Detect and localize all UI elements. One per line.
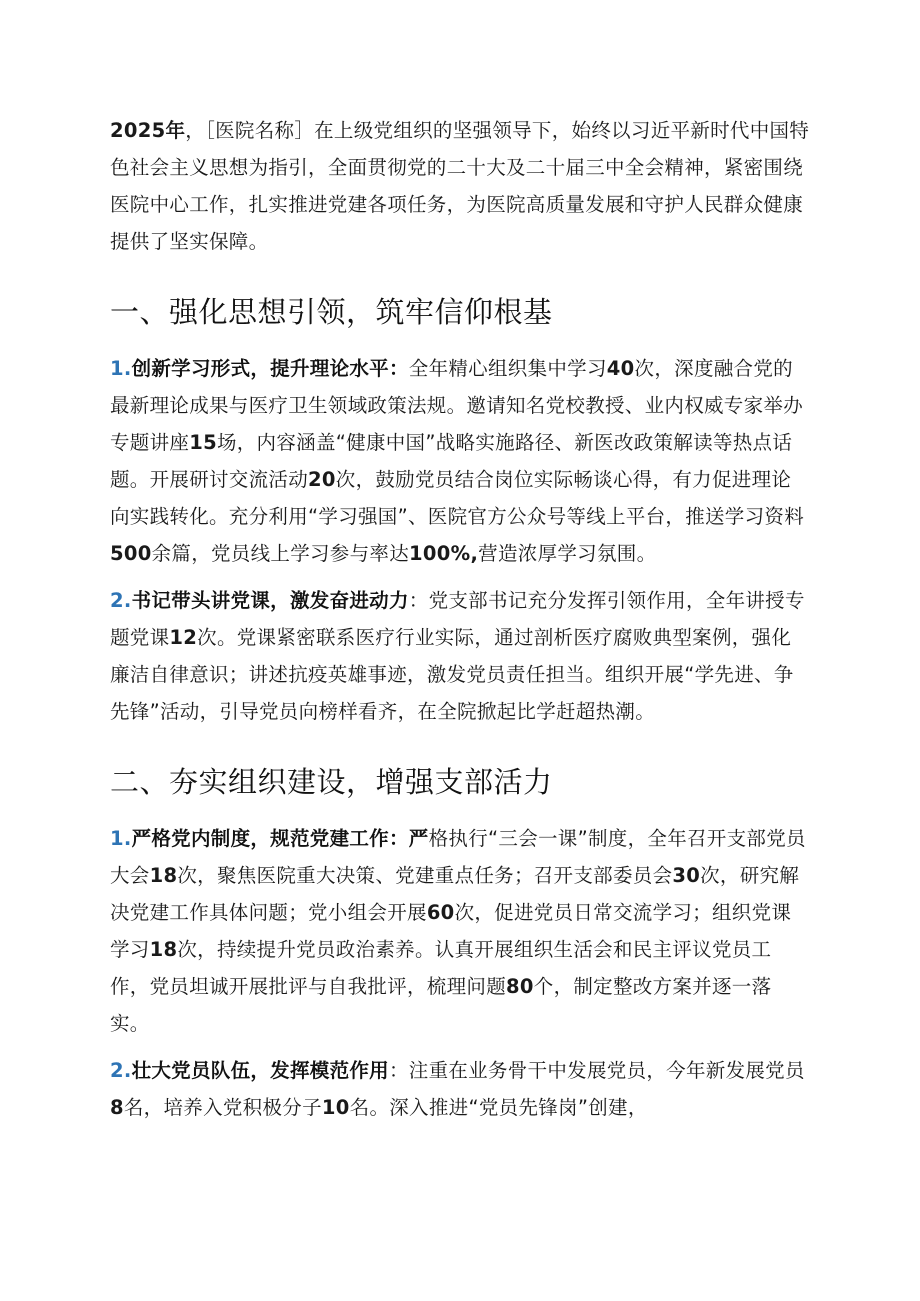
text-run: 全年精心组织集中学习 (408, 357, 607, 380)
bold-figure: 40 (606, 357, 635, 380)
item-number: 1. (110, 827, 132, 850)
text-run: 次，研究解决党建工作具体问题；党小组会开展 (110, 864, 800, 924)
text-run: 场，内容涵盖“健康中国”战略实施路径、新医改政策解读等热点话题。开展研讨交流活动 (110, 431, 793, 491)
text-run: ，［医院名称］在上级党组织的坚强领导下，始终以习近平新时代中国特色社会主义思想为指引，全面贯彻党的二十大及二十届三中全会精神，紧密围绕医院中心工作，扎实推进党建各项任务，为医院高质量发展和守护人民群众健康提供了坚实保障。 (110, 119, 810, 253)
bold-figure: 500 (110, 542, 152, 565)
bold-figure: 8 (110, 1096, 124, 1119)
numbered-item (110, 582, 810, 730)
bold-figure: 12 (169, 626, 198, 649)
text-run: 次，鼓励党员结合岗位实际畅谈心得，有力促进理论向实践转化。充分利用“学习强国”、医院官方公众号等线上平台，推送学习资料 (110, 468, 805, 528)
item-number: 1. (110, 357, 132, 380)
numbered-item (110, 350, 810, 572)
document-page (110, 112, 810, 1136)
text-run: 名，培养入党积极分子 (123, 1096, 322, 1119)
text-run: 名。深入推进“党员先锋岗”创建， (349, 1096, 648, 1119)
item-title: 书记带头讲党课，激发奋进动力 (131, 589, 409, 612)
text-run: 余篇，党员线上学习参与率达 (151, 542, 410, 565)
bold-figure: 30 (672, 864, 701, 887)
text-run: 次，促进党员日常交流学习；组织党课学习 (110, 901, 792, 961)
item-title: 严格党内制度，规范党建工作：严 (131, 827, 429, 850)
bold-figure: 20 (308, 468, 336, 491)
item-number: 2. (110, 1059, 132, 1082)
item-title: 壮大党员队伍，发挥模范作用 (131, 1059, 389, 1082)
bold-figure: 100%, (409, 542, 479, 565)
section-heading: 一、强化思想引领，筑牢信仰根基 (110, 295, 553, 329)
text-run: ：注重在业务骨干中发展党员，今年新发展党员 (388, 1059, 805, 1082)
bold-figure: 60 (426, 901, 455, 924)
item-number: 2. (110, 589, 132, 612)
text-run: 个，制定整改方案并逐一落实。 (110, 975, 772, 1035)
text-run: 次。党课紧密联系医疗行业实际，通过剖析医疗腐败典型案例，强化廉洁自律意识；讲述抗疫英雄事迹，激发党员责任担当。组织开展“学先进、争先锋”活动，引导党员向榜样看齐，在全院掀起比学赶超热潮。 (110, 626, 794, 723)
bold-figure: 18 (149, 938, 178, 961)
section-heading: 二、夯实组织建设，增强支部活力 (110, 765, 553, 799)
bold-figure: 10 (321, 1096, 350, 1119)
intro-paragraph (110, 112, 810, 260)
text-run: 次，持续提升党员政治素养。认真开展组织生活会和民主评议党员工作，党员坦诚开展批评与自我批评，梳理问题 (110, 938, 772, 998)
document-sections (110, 292, 810, 1126)
bold-figure: 15 (189, 431, 217, 454)
numbered-item (110, 820, 810, 1042)
text-run: 次，深度融合党的最新理论成果与医疗卫生领域政策法规。邀请知名党校教授、业内权威专家举办专题讲座 (110, 357, 804, 454)
text-run: ：党支部书记充分发挥引领作用，全年讲授专题党课 (110, 589, 805, 649)
bold-figure: 18 (149, 864, 178, 887)
text-run: 营造浓厚学习氛围。 (478, 542, 657, 565)
bold-figure: 80 (506, 975, 534, 998)
text-run: 格执行“三会一课”制度，全年召开支部党员大会 (110, 827, 806, 887)
numbered-item (110, 1052, 810, 1126)
text-run: 次，聚焦医院重大决策、党建重点任务；召开支部委员会 (177, 864, 673, 887)
item-title: 创新学习形式，提升理论水平： (131, 357, 409, 380)
bold-figure: 2025年 (110, 119, 186, 142)
